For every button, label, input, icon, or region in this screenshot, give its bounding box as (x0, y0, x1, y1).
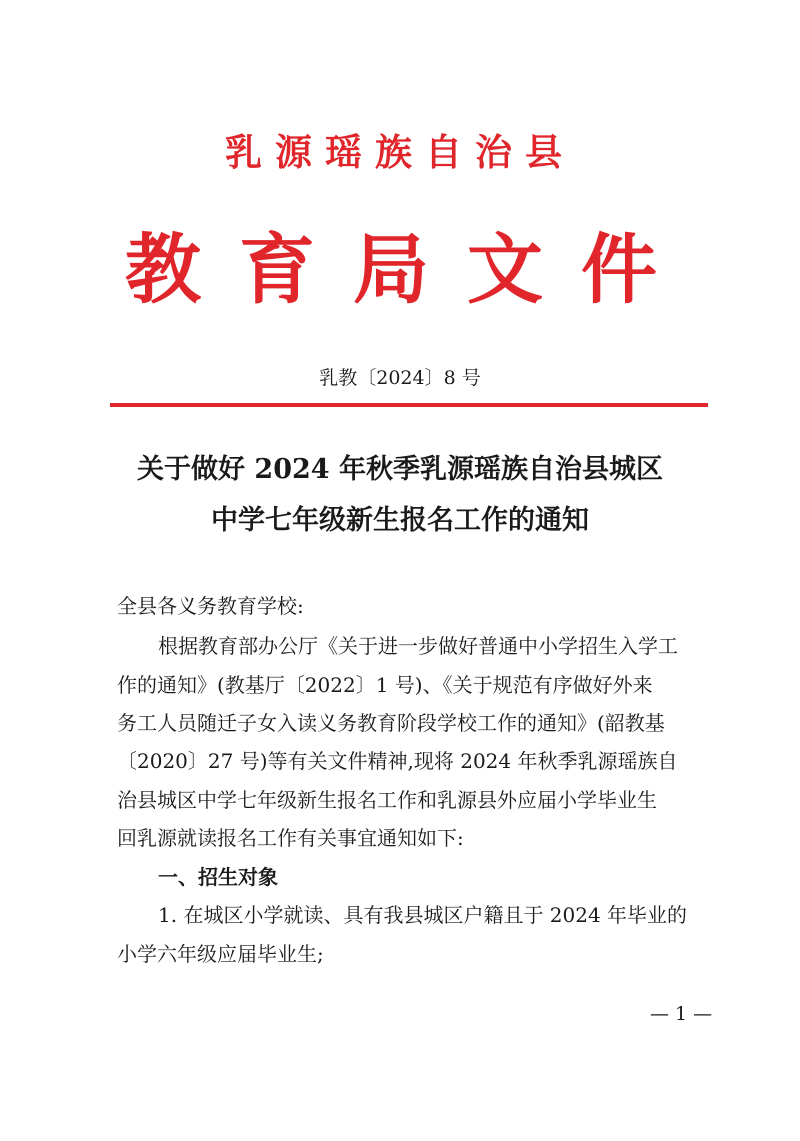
page-number: — 1 — (650, 1003, 713, 1025)
issuing-organization: 乳源瑶族自治县 (225, 130, 575, 174)
paragraph-line: 〔2020〕27 号)等有关文件精神,现将 2024 年秋季乳源瑶族自 (117, 749, 678, 773)
notice-title-line-2: 中学七年级新生报名工作的通知 (211, 505, 589, 536)
paragraph-line: 根据教育部办公厅《关于进一步做好普通中小学招生入学工 (158, 634, 678, 658)
paragraph-line: 治县城区中学七年级新生报名工作和乳源县外应届小学毕业生 (117, 788, 657, 812)
red-separator-rule (110, 403, 708, 407)
list-item-line: 1. 在城区小学就读、具有我县城区户籍且于 2024 年毕业的 (158, 903, 688, 927)
paragraph-line: 作的通知》(教基厅〔2022〕1 号)、《关于规范有序做好外来 (117, 673, 653, 697)
paragraph-line: 务工人员随迁子女入读义务教育阶段学校工作的通知》(韶教基 (117, 711, 665, 735)
list-item-line: 小学六年级应届毕业生; (117, 942, 324, 966)
paragraph-line: 回乳源就读报名工作有关事宜通知如下: (117, 826, 464, 850)
document-number: 乳教〔2024〕8 号 (319, 367, 481, 389)
salutation: 全县各义务教育学校: (117, 594, 304, 618)
document-type-heading: 教育局文件 (125, 225, 695, 314)
section-heading-enrollment-targets: 一、招生对象 (158, 865, 278, 889)
notice-title-line-1: 关于做好 2024 年秋季乳源瑶族自治县城区 (137, 454, 663, 485)
